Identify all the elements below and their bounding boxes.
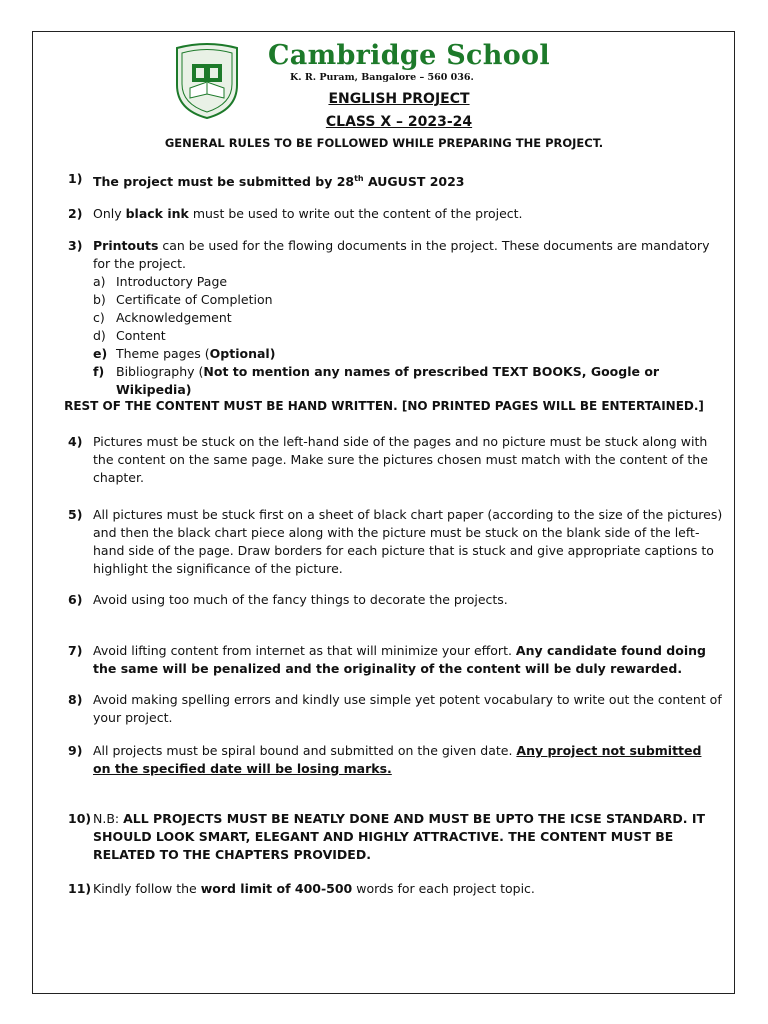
rule-emphasis: black ink (125, 206, 189, 221)
rule-text: Kindly follow the (93, 881, 201, 896)
rule-text: Avoid using too much of the fancy things to decorate the projects. (93, 592, 508, 607)
rule-number: 9) (68, 743, 83, 758)
rule-text: All pictures must be stuck first on a sheet of black chart paper (according to the size of the pictures) and then the black chart piece along with the picture must be stuck on the blank side of the left-hand side of the page. Draw borders for each picture that is stuck and give appropriate captions to highlight the significance of the picture. (93, 507, 723, 576)
rule-emphasis: Any project not submitted on the specified date will be losing marks. (93, 743, 702, 776)
rule-1 (68, 170, 723, 191)
rule-number: 1) (68, 171, 83, 186)
ordinal-suffix: th (354, 174, 364, 183)
list-item: e) Theme pages (Optional) (93, 346, 276, 361)
rule-7 (68, 642, 723, 678)
rule-text: AUGUST 2023 (363, 174, 465, 190)
rule-number: 3) (68, 238, 83, 253)
rule-4 (68, 433, 723, 487)
rule-number: 2) (68, 206, 83, 221)
rule-number: 5) (68, 507, 83, 522)
rule-number: 8) (68, 692, 83, 707)
list-item: c) Acknowledgement (93, 310, 232, 325)
rule-number: 4) (68, 434, 83, 449)
rule-text: Avoid lifting content from internet as that will minimize your effort. (93, 643, 516, 658)
school-address: K. R. Puram, Bangalore – 560 036. (290, 72, 474, 83)
rule-emphasis: Any candidate found doing the same will be penalized and the originality of the content will be duly rewarded. (93, 643, 706, 676)
rule-emphasis: Printouts (93, 238, 159, 253)
list-item: f) Bibliography (Not to mention any names of prescribed TEXT BOOKS, Google or Wikipedia) (93, 364, 660, 397)
rule-text: All projects must be spiral bound and submitted on the given date. (93, 743, 517, 758)
rule-text: N.B: (93, 811, 124, 826)
rule-number: 10) (68, 811, 92, 826)
rule-text: must be used to write out the content of the project. (188, 206, 523, 221)
rule-11 (68, 880, 723, 898)
rule-8 (68, 691, 723, 727)
list-item: d) Content (93, 328, 166, 343)
rule-number: 7) (68, 643, 83, 658)
rule-10 (68, 810, 723, 864)
school-name: Cambridge School (268, 40, 550, 71)
class-title: CLASS X – 2023-24 (325, 114, 473, 130)
rule-text: Only (93, 206, 126, 221)
rule-text: can be used for the flowing documents in the project. These documents are mandatory for the project. (93, 238, 710, 271)
rule-number: 6) (68, 592, 83, 607)
rule-number: 11) (68, 881, 92, 896)
rule-text: The project must be submitted by 28 (93, 174, 355, 190)
rule-6 (68, 591, 723, 609)
rule-emphasis: word limit of 400-500 (200, 881, 353, 896)
rules-subtitle: GENERAL RULES TO BE FOLLOWED WHILE PREPARING THE PROJECT. (164, 136, 604, 150)
rule-3 (68, 237, 723, 399)
list-item: b) Certificate of Completion (93, 292, 273, 307)
list-item: a) Introductory Page (93, 274, 228, 289)
school-crest-logo (172, 40, 242, 120)
rule-text: words for each project topic. (352, 881, 535, 896)
project-title: ENGLISH PROJECT (328, 91, 470, 107)
rule-text: Pictures must be stuck on the left-hand side of the pages and no picture must be stuck along with the content on the same page. Make sure the pictures chosen must match with the content of the chapter. (93, 434, 708, 485)
rule-2 (68, 205, 723, 223)
handwritten-note: REST OF THE CONTENT MUST BE HAND WRITTEN. [NO PRINTED PAGES WILL BE ENTERTAINED.] (64, 399, 704, 413)
rule-5 (68, 506, 723, 578)
rule-emphasis: ALL PROJECTS MUST BE NEATLY DONE AND MUST BE UPTO THE ICSE STANDARD. IT SHOULD LOOK SMART, ELEGANT AND HIGHLY ATTRACTIVE. THE CONTENT MUST BE RELATED TO THE CHAPTERS PROVIDED. (93, 811, 706, 862)
mandatory-documents-list (93, 273, 723, 399)
rule-text: Avoid making spelling errors and kindly use simple yet potent vocabulary to write out the content of your project. (93, 692, 722, 725)
rule-9 (68, 742, 723, 778)
